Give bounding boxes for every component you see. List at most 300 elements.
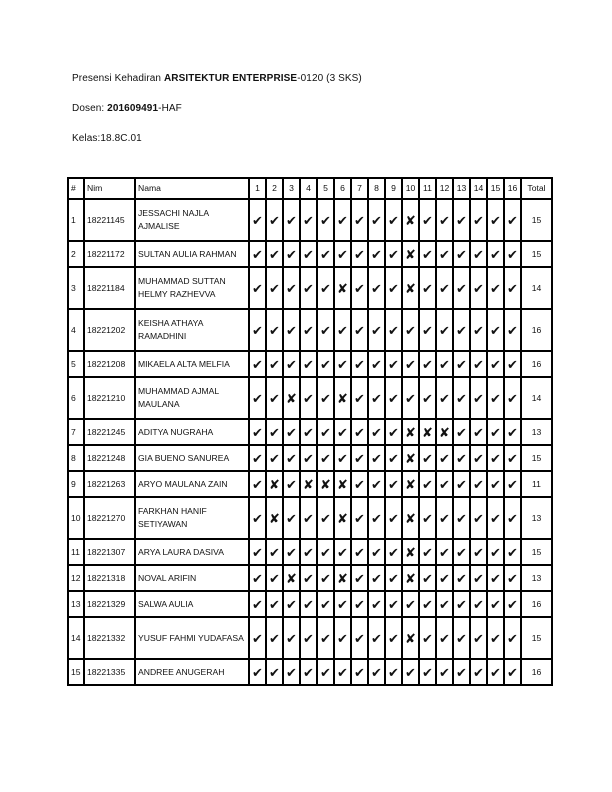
absent-cross-icon: ✘ [334, 267, 351, 309]
student-nim: 18221184 [84, 267, 135, 309]
present-check-icon: ✔ [385, 591, 402, 617]
absent-cross-icon: ✘ [402, 497, 419, 539]
present-check-icon: ✔ [368, 497, 385, 539]
present-check-icon: ✔ [334, 241, 351, 267]
present-check-icon: ✔ [419, 591, 436, 617]
absent-cross-icon: ✘ [402, 199, 419, 241]
present-check-icon: ✔ [385, 267, 402, 309]
present-check-icon: ✔ [266, 539, 283, 565]
present-check-icon: ✔ [317, 309, 334, 351]
present-check-icon: ✔ [334, 309, 351, 351]
student-nim: 18221208 [84, 351, 135, 377]
present-check-icon: ✔ [249, 377, 266, 419]
present-check-icon: ✔ [419, 539, 436, 565]
present-check-icon: ✔ [283, 445, 300, 471]
present-check-icon: ✔ [334, 351, 351, 377]
attendance-total: 16 [521, 659, 552, 685]
student-nim: 18221318 [84, 565, 135, 591]
student-nim: 18221172 [84, 241, 135, 267]
present-check-icon: ✔ [419, 377, 436, 419]
present-check-icon: ✔ [470, 659, 487, 685]
column-header: 12 [436, 178, 453, 199]
present-check-icon: ✔ [470, 267, 487, 309]
absent-cross-icon: ✘ [334, 565, 351, 591]
present-check-icon: ✔ [249, 445, 266, 471]
attendance-total: 14 [521, 377, 552, 419]
present-check-icon: ✔ [300, 309, 317, 351]
table-row [68, 497, 552, 539]
present-check-icon: ✔ [317, 591, 334, 617]
present-check-icon: ✔ [351, 565, 368, 591]
present-check-icon: ✔ [334, 591, 351, 617]
present-check-icon: ✔ [368, 617, 385, 659]
present-check-icon: ✔ [504, 351, 521, 377]
present-check-icon: ✔ [300, 445, 317, 471]
present-check-icon: ✔ [368, 241, 385, 267]
present-check-icon: ✔ [470, 591, 487, 617]
table-row [68, 659, 552, 685]
present-check-icon: ✔ [266, 241, 283, 267]
present-check-icon: ✔ [487, 617, 504, 659]
present-check-icon: ✔ [351, 471, 368, 497]
attendance-title [72, 73, 362, 84]
present-check-icon: ✔ [385, 351, 402, 377]
column-header: Nama [135, 178, 249, 199]
present-check-icon: ✔ [436, 241, 453, 267]
present-check-icon: ✔ [487, 591, 504, 617]
present-check-icon: ✔ [470, 199, 487, 241]
course-suffix: -0120 (3 SKS) [297, 73, 362, 84]
present-check-icon: ✔ [453, 241, 470, 267]
attendance-total: 15 [521, 199, 552, 241]
present-check-icon: ✔ [334, 419, 351, 445]
column-header: 15 [487, 178, 504, 199]
present-check-icon: ✔ [368, 539, 385, 565]
absent-cross-icon: ✘ [402, 419, 419, 445]
present-check-icon: ✔ [453, 471, 470, 497]
present-check-icon: ✔ [334, 539, 351, 565]
present-check-icon: ✔ [334, 445, 351, 471]
present-check-icon: ✔ [504, 445, 521, 471]
present-check-icon: ✔ [351, 419, 368, 445]
row-number: 9 [68, 471, 84, 497]
present-check-icon: ✔ [317, 565, 334, 591]
present-check-icon: ✔ [249, 267, 266, 309]
present-check-icon: ✔ [300, 241, 317, 267]
present-check-icon: ✔ [436, 659, 453, 685]
present-check-icon: ✔ [249, 351, 266, 377]
absent-cross-icon: ✘ [317, 471, 334, 497]
present-check-icon: ✔ [351, 267, 368, 309]
present-check-icon: ✔ [402, 591, 419, 617]
present-check-icon: ✔ [402, 659, 419, 685]
row-number: 14 [68, 617, 84, 659]
absent-cross-icon: ✘ [402, 445, 419, 471]
present-check-icon: ✔ [419, 309, 436, 351]
present-check-icon: ✔ [249, 309, 266, 351]
student-name: MIKAELA ALTA MELFIA [135, 351, 249, 377]
table-row [68, 617, 552, 659]
student-name: FARKHAN HANIF SETIYAWAN [135, 497, 249, 539]
present-check-icon: ✔ [300, 591, 317, 617]
absent-cross-icon: ✘ [402, 565, 419, 591]
table-row [68, 199, 552, 241]
student-name: NOVAL ARIFIN [135, 565, 249, 591]
present-check-icon: ✔ [402, 351, 419, 377]
present-check-icon: ✔ [436, 497, 453, 539]
attendance-total: 15 [521, 445, 552, 471]
table-row [68, 419, 552, 445]
present-check-icon: ✔ [419, 267, 436, 309]
present-check-icon: ✔ [436, 471, 453, 497]
present-check-icon: ✔ [436, 539, 453, 565]
present-check-icon: ✔ [385, 241, 402, 267]
present-check-icon: ✔ [317, 419, 334, 445]
present-check-icon: ✔ [504, 565, 521, 591]
present-check-icon: ✔ [470, 377, 487, 419]
present-check-icon: ✔ [470, 617, 487, 659]
present-check-icon: ✔ [436, 309, 453, 351]
present-check-icon: ✔ [453, 591, 470, 617]
table-row [68, 267, 552, 309]
present-check-icon: ✔ [385, 309, 402, 351]
present-check-icon: ✔ [283, 617, 300, 659]
present-check-icon: ✔ [436, 199, 453, 241]
present-check-icon: ✔ [266, 445, 283, 471]
present-check-icon: ✔ [249, 539, 266, 565]
attendance-total: 14 [521, 267, 552, 309]
row-number: 5 [68, 351, 84, 377]
present-check-icon: ✔ [249, 419, 266, 445]
student-name: JESSACHI NAJLA AJMALISE [135, 199, 249, 241]
present-check-icon: ✔ [470, 241, 487, 267]
present-check-icon: ✔ [283, 539, 300, 565]
present-check-icon: ✔ [249, 591, 266, 617]
present-check-icon: ✔ [368, 199, 385, 241]
present-check-icon: ✔ [419, 565, 436, 591]
column-header: 10 [402, 178, 419, 199]
present-check-icon: ✔ [283, 497, 300, 539]
present-check-icon: ✔ [385, 617, 402, 659]
present-check-icon: ✔ [385, 419, 402, 445]
column-header: 7 [351, 178, 368, 199]
present-check-icon: ✔ [487, 419, 504, 445]
attendance-total: 15 [521, 617, 552, 659]
present-check-icon: ✔ [487, 377, 504, 419]
present-check-icon: ✔ [351, 309, 368, 351]
column-header: 4 [300, 178, 317, 199]
course-name: ARSITEKTUR ENTERPRISE [163, 73, 298, 84]
student-name: ARYA LAURA DASIVA [135, 539, 249, 565]
present-check-icon: ✔ [317, 617, 334, 659]
present-check-icon: ✔ [300, 565, 317, 591]
present-check-icon: ✔ [504, 241, 521, 267]
column-header: 6 [334, 178, 351, 199]
student-name: ARYO MAULANA ZAIN [135, 471, 249, 497]
present-check-icon: ✔ [249, 617, 266, 659]
absent-cross-icon: ✘ [402, 267, 419, 309]
present-check-icon: ✔ [385, 565, 402, 591]
present-check-icon: ✔ [470, 539, 487, 565]
row-number: 1 [68, 199, 84, 241]
row-number: 7 [68, 419, 84, 445]
student-name: YUSUF FAHMI YUDAFASA [135, 617, 249, 659]
absent-cross-icon: ✘ [436, 419, 453, 445]
table-row [68, 445, 552, 471]
present-check-icon: ✔ [266, 267, 283, 309]
present-check-icon: ✔ [385, 445, 402, 471]
title-prefix: Presensi Kehadiran [72, 73, 164, 84]
present-check-icon: ✔ [385, 659, 402, 685]
present-check-icon: ✔ [402, 309, 419, 351]
present-check-icon: ✔ [419, 351, 436, 377]
present-check-icon: ✔ [436, 267, 453, 309]
present-check-icon: ✔ [368, 351, 385, 377]
present-check-icon: ✔ [300, 419, 317, 445]
row-number: 8 [68, 445, 84, 471]
column-header: 13 [453, 178, 470, 199]
present-check-icon: ✔ [300, 351, 317, 377]
present-check-icon: ✔ [470, 445, 487, 471]
present-check-icon: ✔ [283, 199, 300, 241]
present-check-icon: ✔ [419, 471, 436, 497]
present-check-icon: ✔ [351, 659, 368, 685]
present-check-icon: ✔ [453, 539, 470, 565]
present-check-icon: ✔ [453, 617, 470, 659]
present-check-icon: ✔ [283, 419, 300, 445]
present-check-icon: ✔ [385, 539, 402, 565]
present-check-icon: ✔ [266, 591, 283, 617]
present-check-icon: ✔ [266, 419, 283, 445]
student-name: KEISHA ATHAYA RAMADHINI [135, 309, 249, 351]
student-nim: 18221332 [84, 617, 135, 659]
present-check-icon: ✔ [504, 659, 521, 685]
present-check-icon: ✔ [317, 445, 334, 471]
present-check-icon: ✔ [351, 591, 368, 617]
student-nim: 18221145 [84, 199, 135, 241]
present-check-icon: ✔ [368, 659, 385, 685]
table-row [68, 471, 552, 497]
attendance-total: 16 [521, 351, 552, 377]
present-check-icon: ✔ [453, 351, 470, 377]
present-check-icon: ✔ [249, 565, 266, 591]
present-check-icon: ✔ [385, 199, 402, 241]
present-check-icon: ✔ [368, 445, 385, 471]
student-nim: 18221202 [84, 309, 135, 351]
student-name: MUHAMMAD SUTTAN HELMY RAZHEVVA [135, 267, 249, 309]
present-check-icon: ✔ [436, 617, 453, 659]
present-check-icon: ✔ [317, 539, 334, 565]
present-check-icon: ✔ [487, 539, 504, 565]
present-check-icon: ✔ [487, 659, 504, 685]
present-check-icon: ✔ [351, 377, 368, 419]
table-row [68, 351, 552, 377]
absent-cross-icon: ✘ [283, 377, 300, 419]
dosen-id: 201609491 [107, 103, 159, 114]
absent-cross-icon: ✘ [266, 471, 283, 497]
row-number: 6 [68, 377, 84, 419]
present-check-icon: ✔ [470, 565, 487, 591]
student-nim: 18221210 [84, 377, 135, 419]
present-check-icon: ✔ [470, 471, 487, 497]
present-check-icon: ✔ [470, 419, 487, 445]
present-check-icon: ✔ [266, 309, 283, 351]
present-check-icon: ✔ [453, 377, 470, 419]
present-check-icon: ✔ [283, 471, 300, 497]
present-check-icon: ✔ [351, 199, 368, 241]
present-check-icon: ✔ [487, 565, 504, 591]
present-check-icon: ✔ [351, 617, 368, 659]
present-check-icon: ✔ [385, 377, 402, 419]
present-check-icon: ✔ [368, 377, 385, 419]
present-check-icon: ✔ [317, 241, 334, 267]
student-name: SALWA AULIA [135, 591, 249, 617]
present-check-icon: ✔ [283, 267, 300, 309]
present-check-icon: ✔ [249, 471, 266, 497]
present-check-icon: ✔ [249, 241, 266, 267]
table-row [68, 309, 552, 351]
absent-cross-icon: ✘ [419, 419, 436, 445]
column-header: 14 [470, 178, 487, 199]
present-check-icon: ✔ [317, 351, 334, 377]
student-nim: 18221263 [84, 471, 135, 497]
present-check-icon: ✔ [419, 617, 436, 659]
column-header: Nim [84, 178, 135, 199]
student-name: ANDREE ANUGERAH [135, 659, 249, 685]
attendance-total: 16 [521, 591, 552, 617]
absent-cross-icon: ✘ [334, 377, 351, 419]
column-header: 2 [266, 178, 283, 199]
present-check-icon: ✔ [453, 659, 470, 685]
present-check-icon: ✔ [351, 351, 368, 377]
present-check-icon: ✔ [283, 241, 300, 267]
column-header: 8 [368, 178, 385, 199]
student-nim: 18221270 [84, 497, 135, 539]
present-check-icon: ✔ [283, 659, 300, 685]
row-number: 4 [68, 309, 84, 351]
dosen-label: Dosen: [72, 103, 108, 114]
row-number: 13 [68, 591, 84, 617]
present-check-icon: ✔ [317, 199, 334, 241]
present-check-icon: ✔ [266, 617, 283, 659]
present-check-icon: ✔ [300, 267, 317, 309]
present-check-icon: ✔ [436, 565, 453, 591]
absent-cross-icon: ✘ [402, 241, 419, 267]
student-nim: 18221245 [84, 419, 135, 445]
student-name: ADITYA NUGRAHA [135, 419, 249, 445]
present-check-icon: ✔ [368, 471, 385, 497]
column-header: 9 [385, 178, 402, 199]
student-nim: 18221335 [84, 659, 135, 685]
row-number: 10 [68, 497, 84, 539]
present-check-icon: ✔ [249, 199, 266, 241]
table-header-row [68, 178, 552, 199]
present-check-icon: ✔ [504, 419, 521, 445]
present-check-icon: ✔ [436, 377, 453, 419]
present-check-icon: ✔ [453, 267, 470, 309]
absent-cross-icon: ✘ [402, 539, 419, 565]
present-check-icon: ✔ [487, 445, 504, 471]
student-nim: 18221329 [84, 591, 135, 617]
attendance-total: 13 [521, 565, 552, 591]
present-check-icon: ✔ [436, 591, 453, 617]
present-check-icon: ✔ [368, 591, 385, 617]
present-check-icon: ✔ [453, 565, 470, 591]
attendance-total: 15 [521, 539, 552, 565]
present-check-icon: ✔ [283, 309, 300, 351]
row-number: 3 [68, 267, 84, 309]
table-row [68, 565, 552, 591]
present-check-icon: ✔ [266, 351, 283, 377]
present-check-icon: ✔ [351, 445, 368, 471]
row-number: 15 [68, 659, 84, 685]
present-check-icon: ✔ [504, 539, 521, 565]
present-check-icon: ✔ [249, 497, 266, 539]
present-check-icon: ✔ [487, 199, 504, 241]
present-check-icon: ✔ [351, 241, 368, 267]
present-check-icon: ✔ [504, 267, 521, 309]
student-name: GIA BUENO SANUREA [135, 445, 249, 471]
present-check-icon: ✔ [368, 565, 385, 591]
present-check-icon: ✔ [436, 445, 453, 471]
present-check-icon: ✔ [504, 591, 521, 617]
present-check-icon: ✔ [419, 659, 436, 685]
present-check-icon: ✔ [249, 659, 266, 685]
column-header: 5 [317, 178, 334, 199]
attendance-total: 13 [521, 497, 552, 539]
present-check-icon: ✔ [487, 267, 504, 309]
present-check-icon: ✔ [470, 309, 487, 351]
present-check-icon: ✔ [402, 377, 419, 419]
present-check-icon: ✔ [317, 267, 334, 309]
present-check-icon: ✔ [351, 497, 368, 539]
absent-cross-icon: ✘ [402, 471, 419, 497]
present-check-icon: ✔ [266, 377, 283, 419]
student-name: SULTAN AULIA RAHMAN [135, 241, 249, 267]
present-check-icon: ✔ [368, 267, 385, 309]
present-check-icon: ✔ [385, 497, 402, 539]
attendance-total: 15 [521, 241, 552, 267]
present-check-icon: ✔ [266, 659, 283, 685]
attendance-total: 16 [521, 309, 552, 351]
present-check-icon: ✔ [504, 309, 521, 351]
absent-cross-icon: ✘ [283, 565, 300, 591]
lecturer-line [72, 103, 182, 114]
present-check-icon: ✔ [504, 471, 521, 497]
present-check-icon: ✔ [300, 497, 317, 539]
present-check-icon: ✔ [436, 351, 453, 377]
present-check-icon: ✔ [487, 497, 504, 539]
present-check-icon: ✔ [504, 377, 521, 419]
table-row [68, 241, 552, 267]
present-check-icon: ✔ [487, 351, 504, 377]
present-check-icon: ✔ [504, 497, 521, 539]
present-check-icon: ✔ [368, 419, 385, 445]
column-header: 3 [283, 178, 300, 199]
present-check-icon: ✔ [487, 241, 504, 267]
absent-cross-icon: ✘ [402, 617, 419, 659]
attendance-total: 11 [521, 471, 552, 497]
absent-cross-icon: ✘ [266, 497, 283, 539]
table-row [68, 591, 552, 617]
present-check-icon: ✔ [300, 617, 317, 659]
attendance-table-body [68, 178, 552, 685]
present-check-icon: ✔ [453, 445, 470, 471]
column-header: Total [521, 178, 552, 199]
absent-cross-icon: ✘ [300, 471, 317, 497]
present-check-icon: ✔ [334, 659, 351, 685]
present-check-icon: ✔ [419, 497, 436, 539]
